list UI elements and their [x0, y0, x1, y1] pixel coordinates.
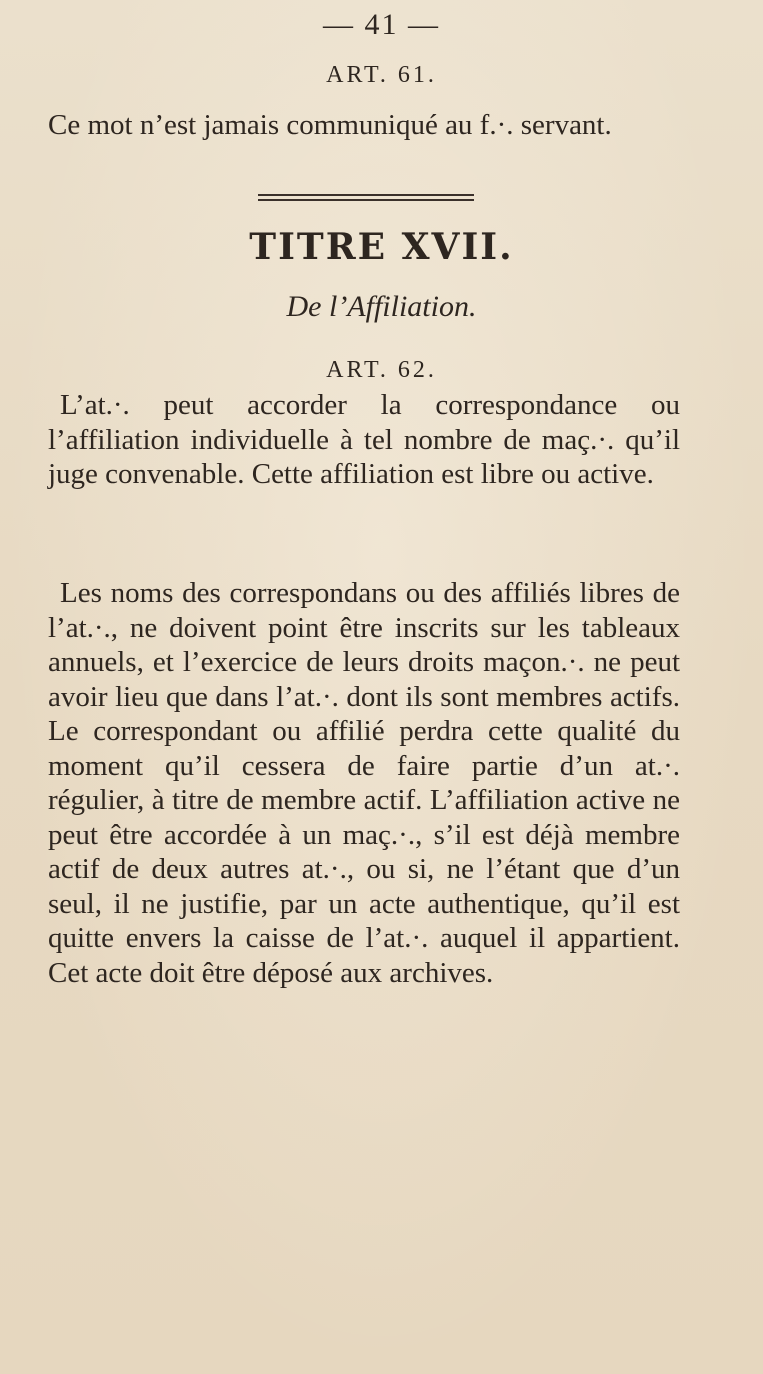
- page-number: — 41 —: [323, 8, 440, 41]
- article-62-paragraph-2: Les noms des correspondans ou des affiliés libres de l’at.·., ne doivent point être inscrits sur les tableaux annuels, et l’exercice de leurs droits maçon.·. ne peut avoir lieu que dans l’at.·. dont ils sont membres actifs. Le correspondant ou affilié perdra cette qualité du moment qu’il cessera de faire partie d’un at.·. régulier, à titre de membre actif. L’affiliation active ne peut être accordée à un maç.·., s’il est déjà membre actif de deux autres at.·., ou si, ne l’étant que d’un seul, il ne justifie, par un acte authentique, qu’il est quitte envers la caisse de l’at.·. auquel il appartient. Cet acte doit être déposé aux archives.: [48, 577, 680, 989]
- section-subtitle: De l’Affiliation.: [286, 290, 477, 323]
- section-title: TITRE XVII.: [249, 226, 514, 268]
- article-62-heading: ART. 62.: [326, 357, 437, 383]
- section-divider: [258, 194, 474, 201]
- article-61-text: Ce mot n’est jamais communiqué au f.·. servant.: [48, 109, 612, 141]
- article-61-heading: ART. 61.: [326, 62, 437, 88]
- article-62-paragraph-1: L’at.·. peut accorder la correspondance ou l’affiliation individuelle à tel nombre de maç.·. qu’il juge convenable. Cette affiliation est libre ou active.: [48, 389, 680, 490]
